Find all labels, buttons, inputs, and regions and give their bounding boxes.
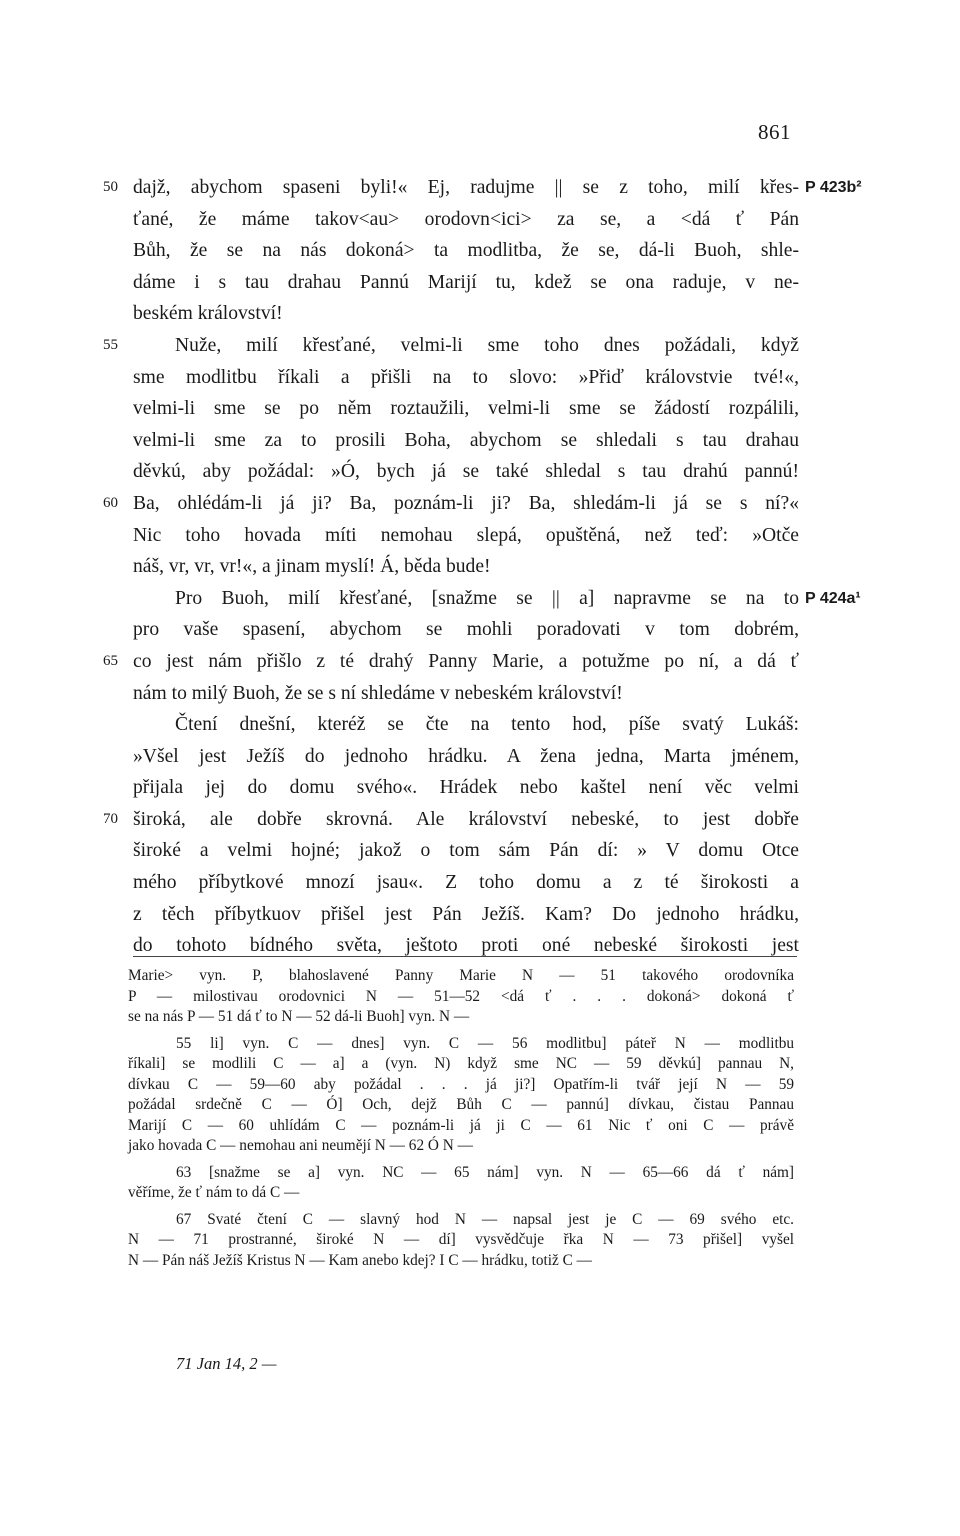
line-text: nám to milý Buoh, že se s ní shledáme v nebeském království! — [133, 682, 623, 704]
footnote-paragraph — [128, 1210, 794, 1272]
line-number: 55 — [103, 336, 118, 353]
text-line — [133, 930, 799, 962]
footnote-line: P — milostivau orodovnici N — 51—52 <dá ť . . . dokoná> dokoná ť — [128, 987, 794, 1005]
line-text: z těch příbytkuov přišel jest Pán Ježíš. Kam? Do jednoho hrádku, — [133, 903, 799, 925]
line-text: náš, vr, vr, vr!«, a jinam myslí! Á, běda bude! — [133, 556, 491, 578]
line-text: co jest nám přišlo z té drahý Panny Marie, a potužme po ní, a dá ť — [133, 650, 799, 672]
footnote-line: Marijí C — 60 uhlídám C — poznám-li já ji C — 61 Nic ť oni C — právě — [128, 1116, 794, 1134]
footnote-paragraph — [128, 966, 794, 1028]
line-text: pro vaše spasení, abychom se mohli poradovati v tom dobrém, — [133, 619, 799, 641]
manuscript-folio-ref: P 423b² — [805, 179, 862, 196]
line-number: 50 — [103, 179, 118, 195]
text-line — [133, 835, 799, 867]
page-number: 861 — [758, 120, 791, 144]
line-number: 60 — [103, 494, 118, 511]
footnote-line: N — 71 prostranné, široké N — dí] vysvědčuje řka N — 73 přišel] vyšel — [128, 1231, 794, 1248]
line-text: dáme i s tau drahau Pannú Marijí tu, kdež se ona raduje, v ne- — [133, 271, 799, 293]
text-line — [133, 456, 799, 488]
text-line — [133, 425, 799, 457]
text-line — [103, 804, 799, 836]
text-line — [133, 867, 799, 899]
text-line — [133, 899, 799, 931]
line-text: velmi-li sme za to prosili Boha, abychom se shledali s tau drahau — [133, 429, 799, 451]
manuscript-folio-ref: P 424a¹ — [805, 589, 861, 607]
line-text: ťané, že máme takov<au> orodovn<ici> za se, a <dá ť Pán — [133, 208, 799, 230]
scripture-reference: 71 Jan 14, 2 — — [176, 1354, 277, 1373]
text-line — [133, 678, 799, 710]
line-text: děvkú, aby požádal: »Ó, bych já se také shledal s tau drahú pannú! — [133, 461, 799, 483]
text-line — [133, 614, 799, 646]
text-line — [133, 235, 799, 267]
footnote-divider — [133, 956, 797, 957]
text-line — [133, 298, 799, 330]
text-line — [133, 583, 861, 615]
line-text: velmi-li sme se po něm roztaužili, velmi-li sme se žádostí rozpálili, — [133, 398, 799, 420]
text-line — [133, 772, 799, 804]
line-text: do tohoto bídného světa, ještoto proti oné nebeské širokosti jest — [133, 935, 799, 957]
footnote-line: věříme, že ť nám to dá C — — [128, 1184, 300, 1201]
line-text: Bůh, že se na nás dokoná> ta modlitba, že se, dá-li Buoh, shle- — [133, 240, 799, 262]
line-text: Nic toho hovada míti nemohau slepá, opuštěná, než teď: »Otče — [133, 524, 799, 546]
footnote-line: Marie> vyn. P, blahoslavené Panny Marie N — 51 takového orodovníka — [128, 967, 794, 984]
line-number: 65 — [103, 652, 118, 669]
footnote-line: N — Pán náš Ježíš Kristus N — Kam anebo kdej? I C — hrádku, totiž C — — [128, 1251, 592, 1269]
text-line — [133, 520, 799, 552]
line-text: Nuže, milí křesťané, velmi-li sme toho dnes požádali, když — [175, 334, 799, 356]
footnote-line: 67 Svaté čtení C — slavný hod N — napsal jest je C — 69 svého etc. — [176, 1210, 794, 1228]
line-text: široká, ale dobře skrovná. Ale království nebeské, to jest dobře — [133, 808, 799, 830]
line-text: Čtení dnešní, kteréž se čte na tento hod, píše svatý Lukáš: — [175, 714, 799, 736]
footnote-line: 63 [snažme se a] vyn. NC — 65 nám] vyn. N — 65—66 dá ť nám] — [176, 1163, 794, 1181]
footnote-line: dívkau C — 59—60 aby požádal . . . já ji?] Opatřím-li tvář její N — 59 — [128, 1075, 794, 1093]
line-text: sme modlitbu říkali a přišli na to slovo: »Přiď královstvie tvé!«, — [133, 366, 799, 388]
line-text: přijala jej do domu svého«. Hrádek nebo kaštel není věc velmi — [133, 777, 799, 799]
line-text: široké a velmi hojné; jakož o tom sám Pán dí: » V domu Otce — [133, 840, 799, 862]
line-text: Pro Buoh, milí křesťané, [snažme se || a] napravme se na to — [175, 587, 799, 609]
footnote-line: 55 li] vyn. C — dnes] vyn. C — 56 modlitbu] páteř N — modlitbu — [176, 1034, 794, 1052]
text-line — [133, 393, 799, 425]
line-text: mého příbytkové mnozí jsau«. Z toho domu a z té širokosti a — [133, 872, 799, 894]
text-line — [133, 267, 799, 299]
text-line — [133, 709, 799, 741]
footnote-line: požádal srdečně C — Ó] Och, dejž Bůh C — pannú] dívkau, čistau Pannau — [128, 1096, 794, 1113]
text-line — [133, 204, 799, 236]
footnote-line: se na nás P — 51 dá ť to N — 52 dá-li Buoh] vyn. N — — [128, 1008, 470, 1025]
footnote-paragraph — [128, 1034, 794, 1157]
text-line — [103, 172, 862, 204]
text-line — [103, 488, 799, 520]
footnote-paragraph — [128, 1163, 794, 1204]
text-line — [133, 551, 799, 583]
line-number: 70 — [103, 810, 118, 827]
main-text — [103, 172, 862, 962]
line-text: dajž, abychom spaseni byli!« Ej, radujme || se z toho, milí křes- — [133, 177, 799, 198]
line-text: »Všel jest Ježíš do jednoho hrádku. A žena jedna, Marta jménem, — [133, 745, 799, 767]
line-text: beském království! — [133, 303, 283, 325]
footnote-line: jako hovada C — nemohau ani neumějí N — 62 Ó N — — [128, 1137, 473, 1154]
text-line — [133, 741, 799, 773]
critical-apparatus — [128, 966, 794, 1277]
text-line — [103, 646, 799, 678]
text-line — [133, 362, 799, 394]
line-text: Ba, ohlédám-li já ji? Ba, poznám-li ji? Ba, shledám-li já se s ní?« — [133, 492, 799, 514]
footnote-line: říkali] se modlili C — a] a (vyn. N) když sme NC — 59 děvkú] pannau N, — [128, 1055, 794, 1072]
text-line — [103, 330, 799, 362]
